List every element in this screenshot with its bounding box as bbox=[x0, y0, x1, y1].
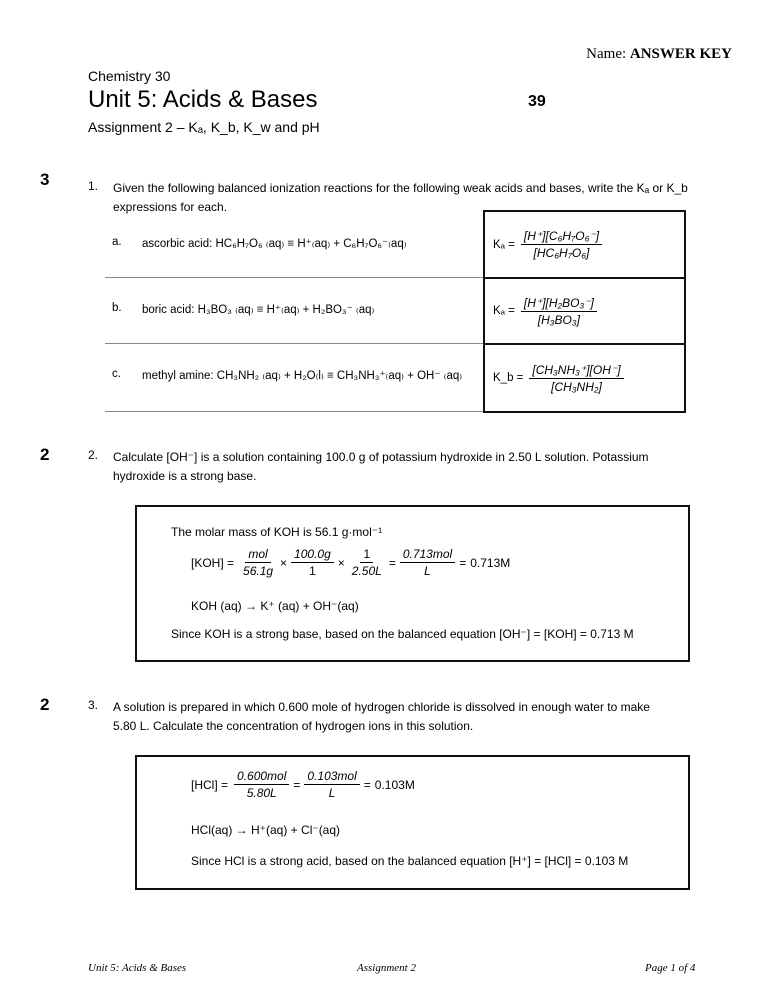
conclusion: Since HCl is a strong acid, based on the balanced equation [H⁺] = [HCl] = 0.103 M bbox=[191, 854, 629, 868]
k-fraction bbox=[521, 229, 602, 260]
dissociation-equation: KOH (aq) → K⁺ (aq) + OH⁻(aq) bbox=[191, 599, 359, 613]
q3-text-line1: A solution is prepared in which 0.600 mole of hydrogen chloride is dissolved in enough water to make bbox=[113, 700, 650, 714]
times-sign: × bbox=[337, 555, 345, 570]
q2-marks: 2 bbox=[40, 445, 50, 464]
denominator: 56.1g bbox=[243, 564, 274, 578]
denominator: L bbox=[328, 786, 336, 800]
assignment-title: Assignment 2 – Kₐ, K_b, K_w and pH bbox=[88, 119, 320, 135]
denominator: 2.50L bbox=[351, 564, 382, 578]
q1-number: 1. bbox=[88, 179, 99, 193]
numerator: 100.0g bbox=[291, 547, 334, 563]
footer-unit: Unit 5: Acids & Bases bbox=[88, 962, 187, 974]
lhs: [KOH] = bbox=[191, 555, 235, 570]
name-label: Name: bbox=[586, 46, 627, 62]
q1-text: Given the following balanced ionization reactions for the following weak acids and bases, write the Kₐ or K_b expressions for each. bbox=[113, 181, 688, 214]
k-expression-box bbox=[483, 210, 686, 413]
koh-calculation bbox=[191, 547, 510, 578]
numerator: [H⁺][H₂BO₃⁻] bbox=[521, 296, 597, 312]
ka-ascorbic bbox=[485, 212, 684, 279]
numerator: 0.713mol bbox=[400, 547, 455, 563]
name-value: ANSWER KEY bbox=[629, 46, 732, 62]
q3-answer-box bbox=[135, 755, 690, 890]
k-fraction bbox=[529, 363, 623, 394]
q1-row-b-equation: boric acid: H₃BO₃ ₍aq₎ ≡ H⁺₍aq₎ + H₂BO₃⁻ ₍aq₎ bbox=[142, 304, 375, 316]
q1-row-a-equation: ascorbic acid: HC₆H₇O₆ ₍aq₎ ≡ H⁺₍aq₎ + C₆H₇O₆⁻₍aq₎ bbox=[142, 238, 407, 250]
q2-text bbox=[113, 448, 693, 486]
q2-number: 2. bbox=[88, 448, 99, 462]
denominator: 5.80L bbox=[246, 786, 277, 800]
numerator: [CH₃NH₃⁺][OH⁻] bbox=[529, 363, 623, 379]
footer-page-number: Page 1 of 4 bbox=[645, 962, 696, 974]
divider bbox=[105, 411, 483, 412]
lhs: [HCl] = bbox=[191, 777, 229, 792]
q2-answer-box bbox=[135, 505, 690, 662]
equals-sign: = bbox=[459, 555, 467, 570]
course-title: Chemistry 30 bbox=[88, 68, 171, 84]
numerator: [H⁺][C₆H₇O₆⁻] bbox=[521, 229, 602, 245]
q1-row-c-label: c. bbox=[112, 368, 121, 380]
dissociation-equation: HCl(aq) → H⁺(aq) + Cl⁻(aq) bbox=[191, 823, 341, 837]
fraction bbox=[349, 547, 385, 578]
unit-title: Unit 5: Acids & Bases bbox=[88, 86, 318, 113]
divider bbox=[105, 343, 483, 344]
total-score: 39 bbox=[528, 93, 546, 110]
k-label: K_b = bbox=[493, 372, 524, 384]
denominator: [HC₆H₇O₆] bbox=[533, 246, 590, 260]
hcl-calculation bbox=[191, 769, 415, 800]
denominator: L bbox=[424, 564, 431, 578]
ka-boric bbox=[485, 279, 684, 345]
q1-marks: 3 bbox=[40, 170, 50, 189]
q1-row-c-equation: methyl amine: CH₃NH₂ ₍aq₎ + H₂O₍l₎ ≡ CH₃NH₃⁺₍aq₎ + OH⁻ ₍aq₎ bbox=[142, 370, 463, 382]
conclusion: Since KOH is a strong base, based on the balanced equation [OH⁻] = [KOH] = 0.713 M bbox=[171, 627, 634, 641]
k-label: Kₐ = bbox=[493, 305, 515, 317]
k-label: Kₐ = bbox=[493, 238, 515, 251]
fraction bbox=[400, 547, 455, 578]
k-fraction bbox=[521, 296, 597, 327]
fraction bbox=[234, 769, 289, 800]
name-field bbox=[586, 46, 732, 63]
equals-sign: = bbox=[388, 555, 396, 570]
equals-sign: = bbox=[363, 777, 371, 792]
numerator: mol bbox=[245, 547, 270, 563]
q1-row-a-label: a. bbox=[112, 236, 122, 248]
numerator: 1 bbox=[360, 547, 373, 563]
equals-sign: = bbox=[293, 777, 301, 792]
divider bbox=[105, 277, 483, 278]
denominator: [H₃BO₃] bbox=[537, 312, 580, 327]
times-sign: × bbox=[280, 555, 288, 570]
q3-number: 3. bbox=[88, 698, 99, 712]
q2-text-line1: Calculate [OH⁻] is a solution containing 100.0 g of potassium hydroxide in 2.50 L solution. Potassium bbox=[113, 450, 649, 464]
result: 0.103M bbox=[374, 777, 415, 792]
q3-marks: 2 bbox=[40, 695, 50, 714]
fraction bbox=[240, 547, 276, 578]
denominator: [CH₃NH₂] bbox=[551, 379, 602, 394]
kb-methylamine bbox=[485, 345, 684, 411]
q2-text-line2: hydroxide is a strong base. bbox=[113, 469, 257, 483]
molar-mass-text: The molar mass of KOH is 56.1 g·mol⁻¹ bbox=[171, 525, 383, 539]
numerator: 0.103mol bbox=[304, 769, 359, 785]
numerator: 0.600mol bbox=[234, 769, 289, 785]
q3-text-line2: 5.80 L. Calculate the concentration of hydrogen ions in this solution. bbox=[113, 719, 474, 733]
result: 0.713M bbox=[470, 555, 511, 570]
q3-text bbox=[113, 698, 693, 736]
fraction bbox=[304, 769, 359, 800]
q1-row-b-label: b. bbox=[112, 302, 122, 314]
denominator: 1 bbox=[309, 564, 316, 578]
fraction bbox=[291, 547, 334, 578]
footer-assignment: Assignment 2 bbox=[357, 962, 416, 974]
